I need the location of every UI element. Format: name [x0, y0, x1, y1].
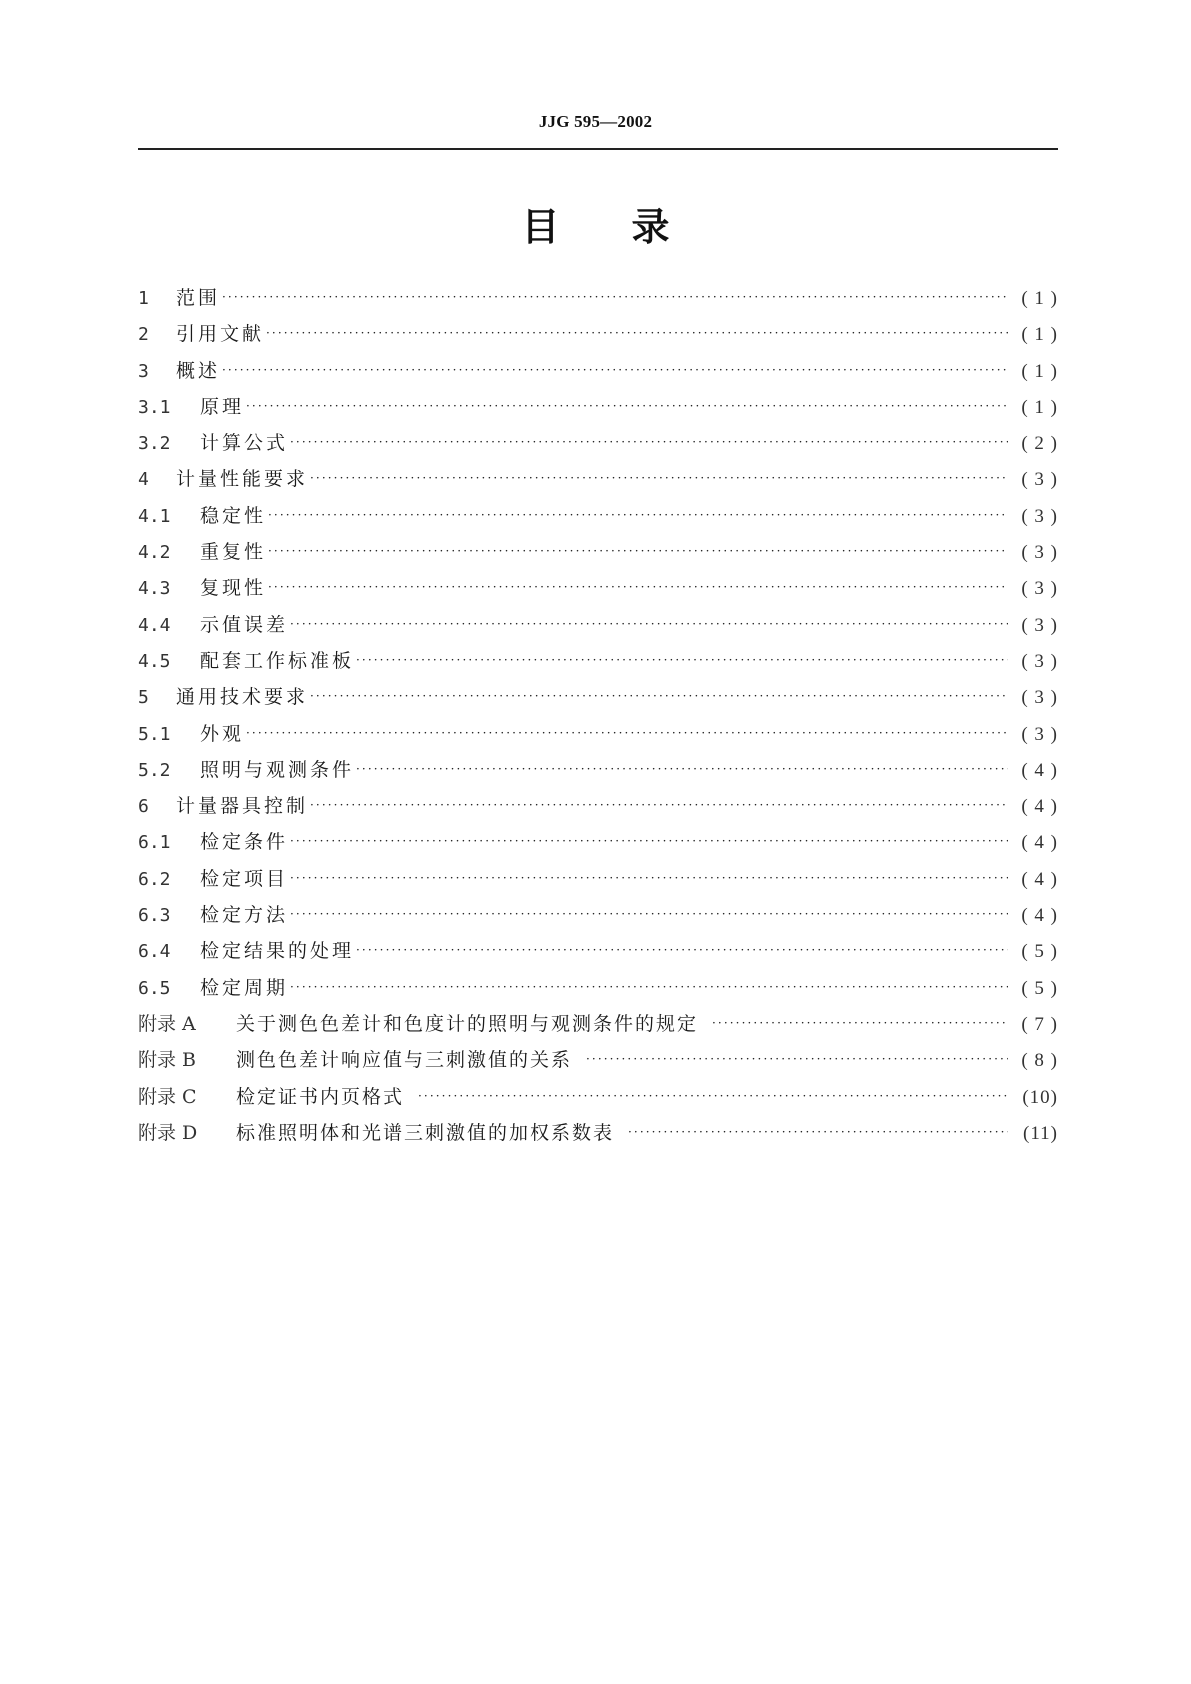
dot-leader: [246, 388, 1008, 424]
toc-page-number: ( 3 ): [1021, 505, 1058, 527]
toc-label: 计算公式: [200, 432, 289, 455]
dot-leader: [290, 860, 1008, 896]
toc-entry-5-2[interactable]: [138, 752, 1058, 788]
dot-leader: [356, 642, 1008, 678]
toc-entry-6-3[interactable]: [138, 897, 1058, 933]
toc-label: 测色色差计响应值与三刺激值的关系: [236, 1049, 573, 1072]
toc-page-number: ( 4 ): [1021, 868, 1058, 890]
dot-leader: [418, 1078, 1008, 1114]
toc-label: 检定结果的处理: [200, 940, 355, 963]
toc-label: 配套工作标准板: [200, 649, 355, 672]
toc-page-number: ( 1 ): [1021, 360, 1058, 382]
toc-number: 6.1: [138, 832, 171, 854]
toc-entry-appendix-c[interactable]: [138, 1079, 1058, 1115]
dot-leader: [246, 715, 1008, 751]
toc-number: 5.1: [138, 723, 171, 745]
toc-page-number: ( 7 ): [1021, 1013, 1058, 1035]
toc-page-number: ( 3 ): [1021, 469, 1058, 491]
toc-number: 5.2: [138, 759, 171, 781]
dot-leader: [222, 279, 1008, 315]
toc-label: 稳定性: [200, 504, 267, 527]
toc-label: 原理: [200, 395, 245, 418]
toc-entry-3-2[interactable]: [138, 425, 1058, 461]
toc-page-number: ( 3 ): [1021, 650, 1058, 672]
dot-leader: [290, 823, 1008, 859]
toc-page-number: (10): [1022, 1086, 1058, 1108]
toc-number: 4.4: [138, 614, 171, 636]
title-char-1: 目: [521, 205, 560, 249]
toc-entry-4[interactable]: [138, 461, 1058, 497]
toc-entry-5-1[interactable]: [138, 716, 1058, 752]
toc-entry-4-1[interactable]: [138, 498, 1058, 534]
toc-number: 6: [138, 796, 149, 818]
table-of-contents: [138, 280, 1058, 1151]
toc-page-number: (11): [1023, 1122, 1058, 1144]
toc-entry-appendix-a[interactable]: [138, 1006, 1058, 1042]
toc-number: 附录 B: [138, 1049, 197, 1072]
toc-entry-6[interactable]: [138, 788, 1058, 824]
toc-label: 检定证书内页格式: [236, 1085, 405, 1108]
header-divider: [138, 148, 1058, 150]
toc-label: 复现性: [200, 577, 267, 600]
toc-entry-appendix-d[interactable]: [138, 1115, 1058, 1151]
toc-entry-1[interactable]: [138, 280, 1058, 316]
toc-page-number: ( 2 ): [1021, 433, 1058, 455]
toc-entry-4-2[interactable]: [138, 534, 1058, 570]
toc-number: 5: [138, 687, 149, 709]
dot-leader: [586, 1041, 1008, 1077]
toc-entry-6-2[interactable]: [138, 861, 1058, 897]
page-title: [0, 196, 1191, 251]
toc-label: 引用文献: [176, 323, 265, 346]
toc-number: 6.4: [138, 941, 171, 963]
toc-number: 附录 C: [138, 1085, 197, 1108]
dot-leader: [268, 533, 1008, 569]
toc-number: 附录 D: [138, 1121, 198, 1144]
toc-label: 概述: [176, 359, 221, 382]
dot-leader: [628, 1114, 1008, 1150]
toc-entry-2[interactable]: [138, 316, 1058, 352]
toc-page-number: ( 3 ): [1021, 614, 1058, 636]
toc-page-number: ( 1 ): [1021, 288, 1058, 309]
dot-leader: [268, 569, 1008, 605]
dot-leader: [310, 678, 1008, 714]
toc-page-number: ( 1 ): [1021, 396, 1058, 418]
toc-number: 4.3: [138, 578, 171, 600]
toc-page-number: ( 5 ): [1021, 941, 1058, 963]
toc-entry-3[interactable]: [138, 353, 1058, 389]
toc-page-number: ( 4 ): [1021, 796, 1058, 818]
toc-number: 3.1: [138, 396, 171, 418]
toc-page-number: ( 8 ): [1021, 1050, 1058, 1072]
toc-entry-6-4[interactable]: [138, 933, 1058, 969]
toc-entry-appendix-b[interactable]: [138, 1042, 1058, 1078]
dot-leader: [290, 896, 1008, 932]
toc-page-number: ( 3 ): [1021, 578, 1058, 600]
toc-number: 6.3: [138, 905, 171, 927]
toc-number: 6.5: [138, 977, 171, 999]
dot-leader: [222, 352, 1008, 388]
dot-leader: [268, 497, 1008, 533]
title-char-2: 录: [631, 205, 670, 249]
toc-page-number: ( 3 ): [1021, 687, 1058, 709]
toc-page-number: ( 4 ): [1021, 832, 1058, 854]
standard-code: JJG 595—2002: [538, 112, 653, 131]
dot-leader: [356, 932, 1008, 968]
toc-number: 1: [138, 288, 149, 309]
toc-label: 通用技术要求: [176, 686, 309, 709]
toc-entry-6-5[interactable]: [138, 970, 1058, 1006]
toc-entry-4-3[interactable]: [138, 570, 1058, 606]
toc-page-number: ( 4 ): [1021, 905, 1058, 927]
toc-label: 范围: [176, 287, 221, 309]
toc-page-number: ( 5 ): [1021, 977, 1058, 999]
toc-number: 4.1: [138, 505, 171, 527]
dot-leader: [356, 751, 1008, 787]
toc-label: 检定条件: [200, 831, 289, 854]
dot-leader: [290, 606, 1008, 642]
toc-label: 外观: [200, 722, 245, 745]
toc-label: 标准照明体和光谱三刺激值的加权系数表: [236, 1121, 615, 1144]
toc-page-number: ( 3 ): [1021, 542, 1058, 564]
dot-leader: [712, 1005, 1008, 1041]
toc-page-number: ( 3 ): [1021, 723, 1058, 745]
toc-number: 4: [138, 469, 149, 491]
toc-label: 计量性能要求: [176, 468, 309, 491]
toc-number: 4.2: [138, 542, 171, 564]
dot-leader: [290, 969, 1008, 1005]
toc-number: 3: [138, 360, 149, 382]
toc-entry-4-4[interactable]: [138, 607, 1058, 643]
toc-number: 6.2: [138, 868, 171, 890]
toc-label: 示值误差: [200, 613, 289, 636]
toc-number: 附录 A: [138, 1012, 196, 1035]
dot-leader: [310, 787, 1008, 823]
toc-label: 计量器具控制: [176, 795, 309, 818]
toc-label: 检定项目: [200, 867, 289, 890]
toc-number: 2: [138, 324, 149, 346]
dot-leader: [266, 315, 1008, 351]
toc-page-number: ( 1 ): [1021, 324, 1058, 346]
toc-label: 检定方法: [200, 904, 289, 927]
toc-number: 4.5: [138, 650, 171, 672]
toc-page-number: ( 4 ): [1021, 759, 1058, 781]
dot-leader: [310, 460, 1008, 496]
toc-entry-6-1[interactable]: [138, 824, 1058, 860]
toc-label: 照明与观测条件: [200, 758, 355, 781]
dot-leader: [290, 424, 1008, 460]
toc-number: 3.2: [138, 433, 171, 455]
toc-label: 检定周期: [200, 976, 289, 999]
toc-entry-5[interactable]: [138, 679, 1058, 715]
toc-label: 关于测色色差计和色度计的照明与观测条件的规定: [236, 1012, 699, 1035]
toc-entry-4-5[interactable]: [138, 643, 1058, 679]
toc-label: 重复性: [200, 541, 267, 564]
toc-entry-3-1[interactable]: [138, 389, 1058, 425]
